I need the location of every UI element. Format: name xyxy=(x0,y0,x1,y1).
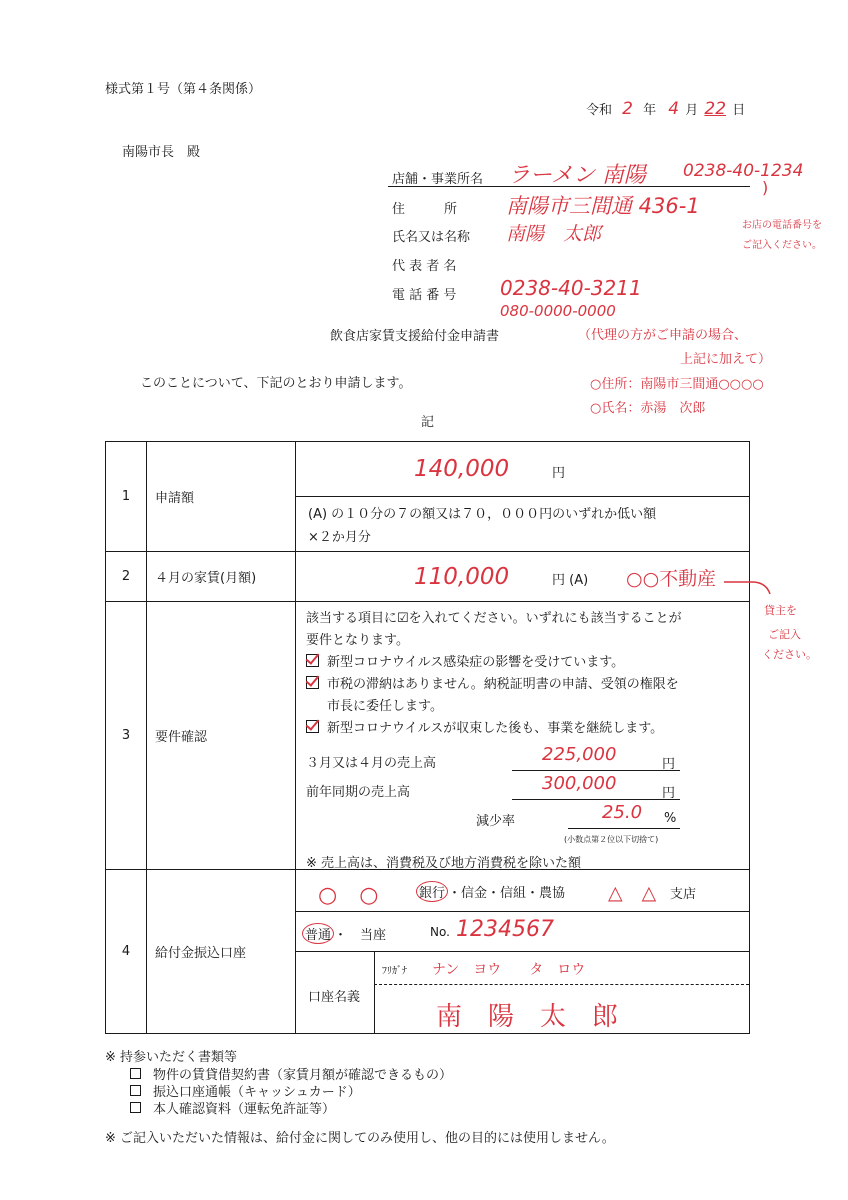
row2-amount: 110,000 xyxy=(414,564,510,590)
row1-yen: 円 xyxy=(552,466,566,481)
phone-value-1: 0238-40-3211 xyxy=(500,276,642,300)
doc-item-1-text: 物件の賃貸借契約書（家賃月額が確認できるもの） xyxy=(153,1068,453,1083)
bank-cell[interactable] xyxy=(296,870,750,912)
store-label: 店舗・事業所名 xyxy=(392,172,484,187)
addressee: 南陽市長 殿 xyxy=(122,145,201,160)
bank-name-value: ○ ○ xyxy=(318,883,379,908)
checkbox-checked-icon[interactable] xyxy=(306,720,319,733)
branch-label: 支店 xyxy=(670,887,697,902)
row3-instruction-2: 要件となります。 xyxy=(306,633,409,648)
branch-value: △ △ xyxy=(608,882,657,904)
requirement-3[interactable] xyxy=(306,718,749,740)
landlord-note-1: 貸主を xyxy=(764,604,797,617)
account-type-option: ・ 当座 xyxy=(334,928,387,943)
row3-instruction-1: 該当する項目に☑を入れてください。いずれにも該当することが xyxy=(306,611,682,626)
store-phone: 0238-40-1234 xyxy=(683,161,804,181)
row1-desc-1: (A) の１０分の７の額又は７０，０００円のいずれか低い額 xyxy=(308,507,657,522)
intro-text: このことについて、下記のとおり申請します。 xyxy=(140,376,412,391)
docs-title: ※ 持参いただく書類等 xyxy=(105,1050,238,1065)
date-day-unit: 日 xyxy=(732,103,746,118)
store-phone-bracket: ) xyxy=(762,178,769,197)
proxy-note-2: 上記に加えて） xyxy=(680,352,772,367)
account-type xyxy=(302,923,386,944)
row1-amount-cell[interactable] xyxy=(296,442,750,497)
application-table xyxy=(105,441,750,1034)
address-label: 住 所 xyxy=(392,202,458,217)
row2-yen: 円 (A) xyxy=(552,573,589,588)
ki-mark: 記 xyxy=(421,415,435,430)
requirement-2-continued: 市長に委任します。 xyxy=(327,699,443,714)
empty-checkbox-icon xyxy=(130,1102,141,1113)
row3-number: 3 xyxy=(106,602,147,870)
proxy-note-1: （代理の方がご申請の場合、 xyxy=(578,328,748,343)
date-year: 2 xyxy=(622,99,633,119)
furigana-label: ﾌﾘｶﾞﾅ xyxy=(382,966,407,977)
form-number: 様式第１号（第４条関係） xyxy=(105,82,262,97)
name-label: 氏名又は名称 xyxy=(392,230,471,245)
row4-number: 4 xyxy=(106,870,147,1034)
representative-label: 代 表 者 名 xyxy=(392,259,457,274)
account-type-cell[interactable] xyxy=(296,912,750,952)
phone-value-2: 080-0000-0000 xyxy=(500,302,616,320)
table-row xyxy=(106,602,750,870)
requirement-1[interactable] xyxy=(306,652,749,674)
sales-label: ３月又は４月の売上高 xyxy=(306,756,437,771)
date-month: 4 xyxy=(668,99,680,119)
row3-requirements-cell xyxy=(296,602,750,870)
landlord-note-2: ご記入 xyxy=(768,628,801,641)
date-era: 令和 xyxy=(586,103,613,118)
decline-rate-note: (小数点第２位以下切捨て) xyxy=(564,835,659,844)
sales-value[interactable]: 225,000 xyxy=(542,744,617,765)
doc-item-2-text: 振込口座通帳（キャッシュカード） xyxy=(153,1085,361,1100)
address-value: 南陽市三間通 436-1 xyxy=(506,194,700,218)
furigana-value[interactable]: ナン ヨウ タ ロウ xyxy=(432,962,586,978)
bank-type-selected[interactable]: 銀行 xyxy=(416,881,448,902)
checkbox-checked-icon[interactable] xyxy=(306,676,319,689)
row2-label: ４月の家賃(月額) xyxy=(147,552,296,602)
doc-item-3-text: 本人確認資料（運転免許証等） xyxy=(153,1102,336,1117)
table-row xyxy=(106,552,750,602)
row1-number: 1 xyxy=(106,442,147,552)
row2-landlord: ○○不動産 xyxy=(626,568,717,590)
landlord-note-3: ください。 xyxy=(762,648,817,661)
proxy-address: ○住所：南陽市三間通○○○○ xyxy=(590,377,764,392)
sales-yen: 円 xyxy=(662,757,676,772)
holder-value[interactable]: 南 陽 太 郎 xyxy=(436,1002,619,1032)
name-value: 南陽 太郎 xyxy=(506,223,602,245)
account-no-label: No. xyxy=(430,925,450,939)
holder-label: 口座名義 xyxy=(308,990,361,1005)
row1-desc-cell xyxy=(296,497,750,552)
requirement-1-text: 新型コロナウイルス感染症の影響を受けています。 xyxy=(327,655,625,670)
row2-number: 2 xyxy=(106,552,147,602)
row2-amount-cell[interactable] xyxy=(296,552,750,602)
date-month-unit: 月 xyxy=(685,103,699,118)
empty-checkbox-icon xyxy=(130,1085,141,1096)
bank-type xyxy=(416,881,565,902)
store-value: ラーメン 南陽 xyxy=(508,163,646,188)
date-year-unit: 年 xyxy=(643,103,657,118)
holder-cell xyxy=(296,952,750,1034)
prev-sales-value[interactable]: 300,000 xyxy=(542,773,617,794)
row1-label: 申請額 xyxy=(147,442,296,552)
account-type-selected[interactable]: 普通 xyxy=(302,923,334,944)
doc-item-3 xyxy=(130,1098,335,1117)
store-phone-note-1: お店の電話番号を xyxy=(742,220,822,231)
furigana-divider xyxy=(374,984,749,985)
decline-rate-pct: % xyxy=(664,811,677,826)
row1-amount: 140,000 xyxy=(414,456,510,482)
date-day: 22 xyxy=(704,99,727,119)
application-date xyxy=(586,99,745,119)
phone-label: 電 話 番 号 xyxy=(392,288,457,303)
decline-rate-label: 減少率 xyxy=(476,814,516,829)
prev-sales-yen: 円 xyxy=(662,786,676,801)
table-row xyxy=(106,442,750,497)
tax-note: ※ 売上高は、消費税及び地方消費税を除いた額 xyxy=(306,856,582,871)
row1-desc-2: ×２か月分 xyxy=(308,530,371,545)
requirement-2[interactable] xyxy=(306,674,749,696)
row4-label: 給付金振込口座 xyxy=(147,870,296,1034)
store-phone-note-2: ご記入ください。 xyxy=(742,240,822,251)
account-no-value[interactable]: 1234567 xyxy=(456,917,554,942)
proxy-name: ○氏名：赤湯 次郎 xyxy=(590,401,706,416)
arrow-line-icon xyxy=(722,572,778,602)
document-title: 飲食店家賃支援給付金申請書 xyxy=(330,329,500,344)
prev-sales-label: 前年同期の売上高 xyxy=(306,785,411,800)
decline-rate-value[interactable]: 25.0 xyxy=(602,802,643,823)
row3-label: 要件確認 xyxy=(147,602,296,870)
bank-type-options: ・信金・信組・農協 xyxy=(448,886,566,901)
requirement-3-text: 新型コロナウイルスが収束した後も、事業を継続します。 xyxy=(327,721,664,736)
checkbox-checked-icon[interactable] xyxy=(306,654,319,667)
privacy-note: ※ ご記入いただいた情報は、給付金に関してのみ使用し、他の目的には使用しません。 xyxy=(105,1131,615,1146)
requirement-2-text: 市税の滞納はありません。納税証明書の申請、受領の権限を xyxy=(327,677,679,692)
empty-checkbox-icon xyxy=(130,1068,141,1079)
table-row xyxy=(106,870,750,912)
